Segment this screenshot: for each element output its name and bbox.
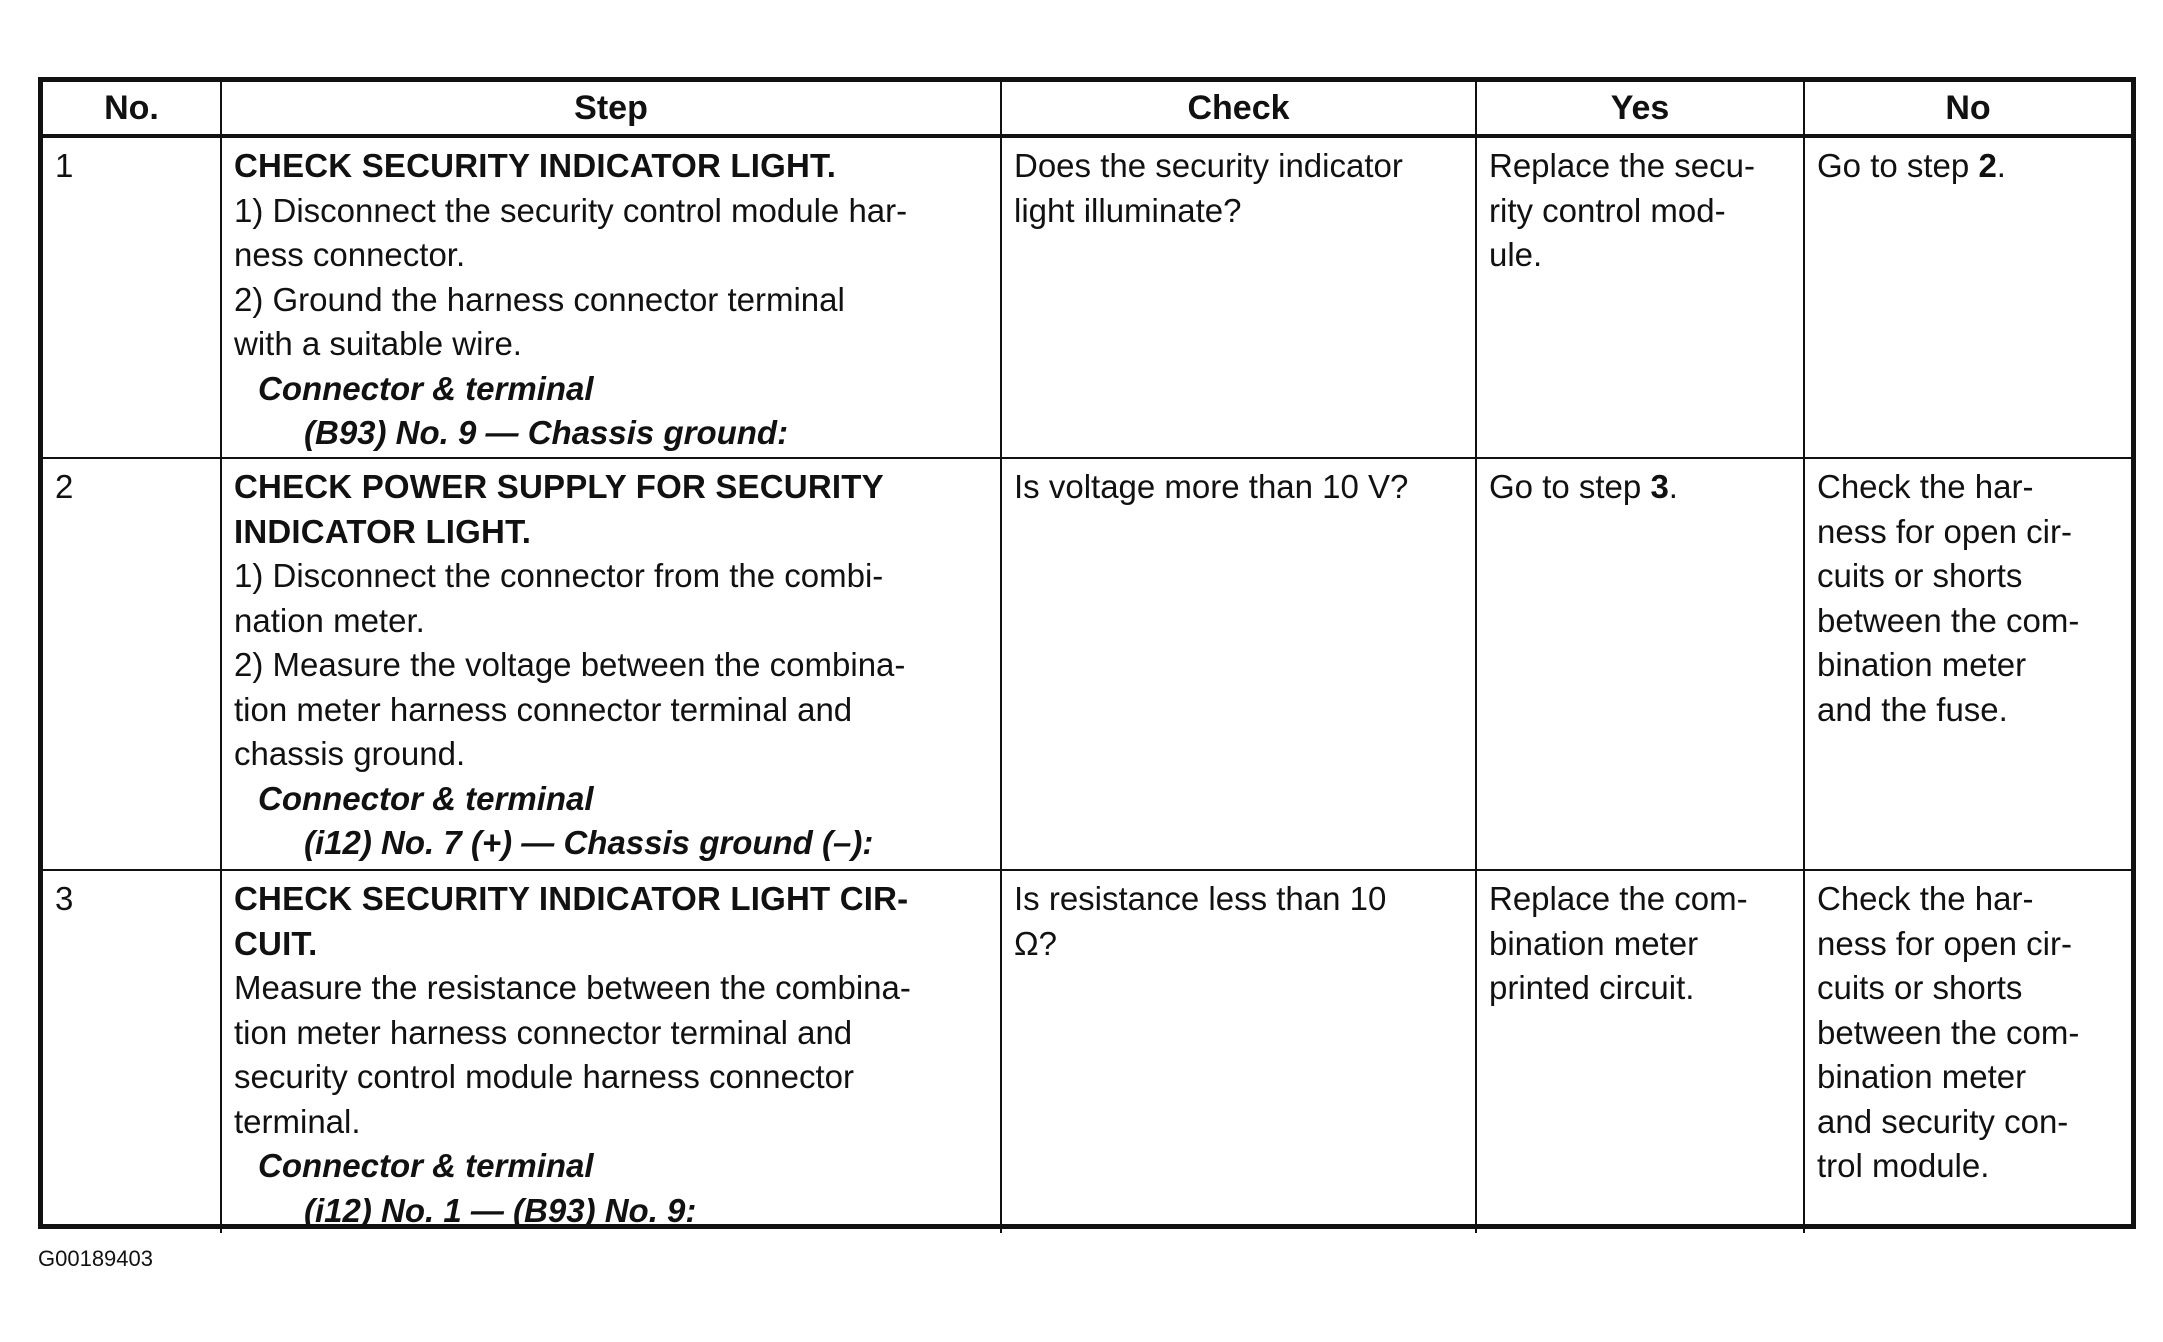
step-line: nation meter. (234, 601, 425, 639)
no-line: ness for open cir- (1817, 924, 2072, 962)
no-cell (1804, 870, 2131, 1233)
no-line: cuits or shorts (1817, 969, 2023, 1006)
figure-id: G00189403 (38, 1246, 153, 1271)
check-cell (1001, 136, 1476, 458)
step-title: CHECK SECURITY INDICATOR LIGHT CIR- (234, 880, 909, 917)
goto-step-number: 3 (1650, 468, 1669, 505)
header-no: No. (43, 82, 221, 136)
step-line: tion meter harness connector terminal and (234, 690, 853, 728)
no-line: Check the har- (1817, 468, 2034, 505)
no-cell (1804, 136, 2131, 458)
check-line: light illuminate? (1014, 191, 1242, 229)
connector-label: Connector & terminal (258, 779, 594, 817)
step-cell (221, 870, 1001, 1233)
diagnostic-table-frame (38, 77, 2136, 1229)
no-line: ness for open cir- (1817, 512, 2072, 550)
yes-line: Replace the secu- (1489, 147, 1755, 184)
connector-label: Connector & terminal (258, 1147, 594, 1184)
check-line: Is voltage more than 10 V? (1014, 468, 1409, 505)
step-title: CUIT. (234, 924, 318, 962)
no-cell (1804, 458, 2131, 870)
step-number: 2 (43, 458, 221, 870)
step-line: chassis ground. (234, 735, 466, 772)
table-row (43, 870, 2131, 1233)
step-line: security control module harness connector (234, 1058, 854, 1095)
connector-value: (i12) No. 1 — (B93) No. 9: (304, 1191, 697, 1229)
goto-step-number: 2 (1978, 147, 1997, 184)
no-line: trol module. (1817, 1147, 1990, 1184)
no-line (1817, 144, 2119, 189)
table-row (43, 136, 2131, 458)
step-number: 1 (43, 136, 221, 458)
step-line: tion meter harness connector terminal and (234, 1013, 853, 1051)
header-row (43, 82, 2131, 136)
yes-cell (1476, 870, 1804, 1233)
step-line: 1) Disconnect the security control module har- (234, 191, 908, 229)
header-check: Check (1001, 82, 1476, 136)
goto-suffix: . (1668, 468, 1678, 505)
header-no-result: No (1804, 82, 2131, 136)
connector-value: (B93) No. 9 — Chassis ground: (304, 414, 789, 451)
yes-line (1489, 465, 1791, 510)
check-line: Is resistance less than 10 (1014, 880, 1387, 917)
connector-value: (i12) No. 7 (+) — Chassis ground (–): (304, 824, 874, 861)
step-title: CHECK SECURITY INDICATOR LIGHT. (234, 147, 837, 184)
goto-suffix: . (1996, 147, 2006, 184)
no-line: bination meter (1817, 1058, 2027, 1095)
no-line: between the com- (1817, 1013, 2080, 1051)
goto-text: Go to step (1817, 147, 1979, 184)
step-title: INDICATOR LIGHT. (234, 512, 532, 550)
no-line: and security con- (1817, 1102, 2069, 1140)
step-line: ness connector. (234, 236, 466, 273)
goto-text: Go to step (1489, 468, 1651, 505)
yes-line: rity control mod- (1489, 191, 1726, 229)
step-cell (221, 458, 1001, 870)
step-line: 1) Disconnect the connector from the combi- (234, 557, 884, 594)
step-title: CHECK POWER SUPPLY FOR SECURITY (234, 468, 884, 505)
yes-line: Replace the com- (1489, 880, 1748, 917)
check-cell (1001, 458, 1476, 870)
step-number: 3 (43, 870, 221, 1233)
step-line: 2) Ground the harness connector terminal (234, 280, 845, 318)
check-line: Ω? (1014, 924, 1058, 962)
yes-cell (1476, 458, 1804, 870)
step-line: 2) Measure the voltage between the combina- (234, 646, 906, 683)
yes-cell (1476, 136, 1804, 458)
yes-line: printed circuit. (1489, 969, 1695, 1006)
no-line: cuits or shorts (1817, 557, 2023, 594)
no-line: and the fuse. (1817, 690, 2008, 728)
connector-label: Connector & terminal (258, 369, 594, 407)
step-line: Measure the resistance between the combina- (234, 969, 911, 1006)
header-step: Step (221, 82, 1001, 136)
yes-line: bination meter (1489, 924, 1699, 962)
no-line: Check the har- (1817, 880, 2034, 917)
no-line: between the com- (1817, 601, 2080, 639)
header-yes: Yes (1476, 82, 1804, 136)
check-line: Does the security indicator (1014, 147, 1403, 184)
step-line: with a suitable wire. (234, 325, 522, 362)
step-cell (221, 136, 1001, 458)
step-line: terminal. (234, 1102, 361, 1140)
table-row (43, 458, 2131, 870)
yes-line: ule. (1489, 236, 1543, 273)
check-cell (1001, 870, 1476, 1233)
no-line: bination meter (1817, 646, 2027, 683)
diagnostic-table (43, 82, 2131, 1233)
